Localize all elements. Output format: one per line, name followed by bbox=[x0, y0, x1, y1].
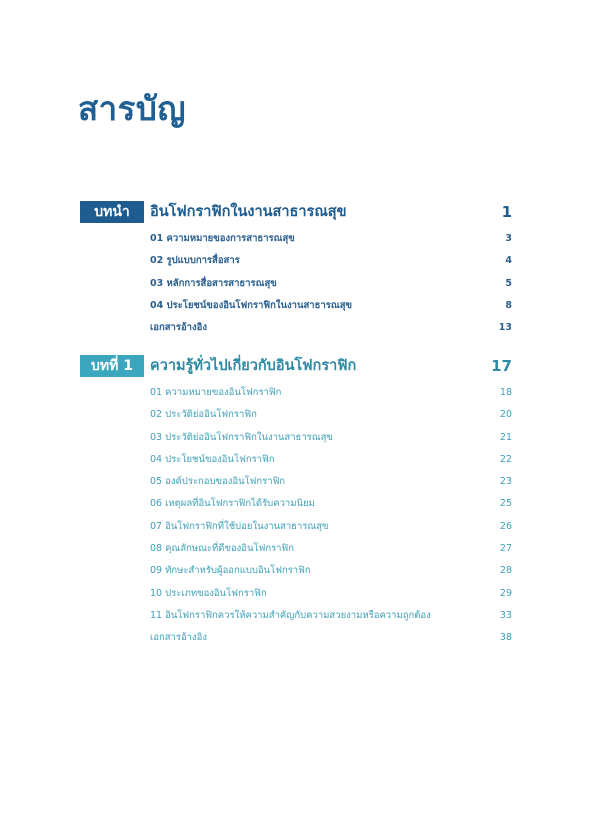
toc-entry[interactable] bbox=[80, 471, 516, 493]
toc-entry-label: 03 ประวัติย่ออินโฟกราฟิกในงานสาธารณสุข bbox=[150, 431, 333, 443]
toc-entry[interactable] bbox=[80, 449, 516, 471]
toc-entry-page: 33 bbox=[499, 609, 512, 621]
chapter-badge: บทที่ 1 bbox=[80, 355, 144, 377]
toc-entry-label: 01 ความหมายของการสาธารณสุข bbox=[150, 233, 295, 244]
toc-entry-label: 02 ประวัติย่ออินโฟกราฟิก bbox=[150, 409, 257, 421]
toc-entry-page: 27 bbox=[499, 543, 512, 555]
toc-entry-page: 13 bbox=[498, 322, 512, 334]
toc-entry[interactable] bbox=[80, 627, 516, 649]
toc-entry-label: 07 อินโฟกราฟิกที่ใช้บ่อยในงานสาธารณสุข bbox=[150, 520, 329, 532]
toc-entry-label: 04 ประโยชน์ของอินโฟกราฟิก bbox=[150, 453, 275, 465]
toc-entry[interactable] bbox=[80, 404, 516, 426]
toc-entry-label: 08 คุณลักษณะที่ดีของอินโฟกราฟิก bbox=[150, 543, 294, 555]
toc-entry[interactable] bbox=[80, 516, 516, 538]
chapter-heading[interactable] bbox=[80, 355, 516, 377]
toc-entry[interactable] bbox=[80, 273, 516, 295]
toc-entry[interactable] bbox=[80, 295, 516, 317]
toc-entry-label: 01 ความหมายของอินโฟกราฟิก bbox=[150, 387, 282, 398]
toc-entry-page: 21 bbox=[499, 431, 512, 443]
chapter-title: ความรู้ทั่วไปเกี่ยวกับอินโฟกราฟิก bbox=[150, 358, 357, 374]
toc-entry-label: เอกสารอ้างอิง bbox=[150, 322, 207, 334]
chapter-page-number: 17 bbox=[491, 357, 512, 375]
toc-entry[interactable] bbox=[80, 605, 516, 627]
chapter-page-number: 1 bbox=[501, 203, 512, 221]
chapter-heading[interactable] bbox=[80, 201, 516, 223]
toc-entry-label: 11 อินโฟกราฟิกควรให้ความสำคัญกับความสวยงามหรือความถูกต้อง bbox=[150, 609, 431, 621]
toc-entry-label: 02 รูปแบบการสื่อสาร bbox=[150, 255, 240, 267]
toc-entry-page: 18 bbox=[499, 387, 512, 398]
toc-entry-label: 03 หลักการสื่อสารสาธารณสุข bbox=[150, 277, 277, 289]
toc-entry-label: 06 เหตุผลที่อินโฟกราฟิกได้รับความนิยม bbox=[150, 498, 315, 510]
toc-entry-page: 20 bbox=[499, 409, 512, 421]
toc-entry-page: 29 bbox=[499, 587, 512, 599]
toc-entry[interactable] bbox=[80, 382, 516, 404]
toc-entry-label: 04 ประโยชน์ของอินโฟกราฟิกในงานสาธารณสุข bbox=[150, 299, 352, 311]
toc-entry-page: 28 bbox=[499, 565, 512, 577]
toc-entry[interactable] bbox=[80, 427, 516, 449]
toc-entry-page: 23 bbox=[499, 476, 512, 488]
toc-entry[interactable] bbox=[80, 228, 516, 250]
toc-entry-label: เอกสารอ้างอิง bbox=[150, 632, 207, 644]
toc-entry-page: 22 bbox=[499, 453, 512, 465]
toc-entry-page: 8 bbox=[505, 299, 512, 311]
chapter-section-1 bbox=[80, 355, 516, 650]
toc-entry-page: 25 bbox=[499, 498, 512, 510]
toc-entry[interactable] bbox=[80, 538, 516, 560]
toc-entry-page: 5 bbox=[505, 277, 512, 289]
toc-entry-page: 38 bbox=[499, 632, 512, 644]
toc-entry-label: 09 ทักษะสำหรับผู้ออกแบบอินโฟกราฟิก bbox=[150, 565, 311, 577]
toc-entry[interactable] bbox=[80, 317, 516, 339]
toc-entry-list bbox=[80, 382, 516, 650]
toc-entry-page: 26 bbox=[499, 520, 512, 532]
chapter-badge: บทนำ bbox=[80, 201, 144, 223]
chapter-section-intro bbox=[80, 201, 516, 339]
toc-entry-label: 10 ประเภทของอินโฟกราฟิก bbox=[150, 587, 267, 599]
toc-entry-page: 4 bbox=[505, 255, 512, 267]
toc-entry[interactable] bbox=[80, 560, 516, 582]
toc-entry-list bbox=[80, 228, 516, 339]
page-title: สารบัญ bbox=[78, 89, 186, 128]
toc-entry[interactable] bbox=[80, 250, 516, 272]
toc-entry-page: 3 bbox=[505, 233, 512, 244]
toc-entry-label: 05 องค์ประกอบของอินโฟกราฟิก bbox=[150, 476, 286, 488]
toc-entry[interactable] bbox=[80, 583, 516, 605]
toc-entry[interactable] bbox=[80, 493, 516, 515]
chapter-title: อินโฟกราฟิกในงานสาธารณสุข bbox=[150, 204, 347, 220]
